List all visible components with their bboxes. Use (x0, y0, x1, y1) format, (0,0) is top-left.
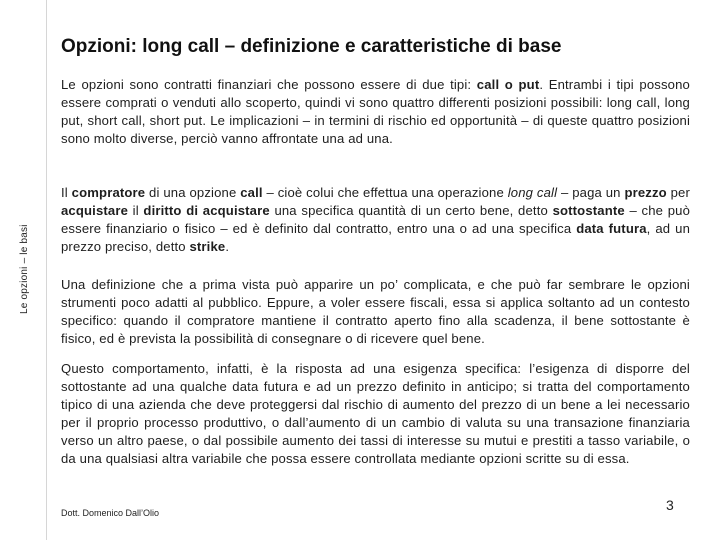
sidebar-divider (46, 0, 47, 540)
bold-run: compratore (71, 185, 146, 200)
bold-run: data futura (576, 221, 647, 237)
text-run: di una opzione (145, 185, 241, 200)
bold-run: prezzo (624, 185, 667, 200)
text-run: – che può essere finanziario o fisico – ed è definito dal contratto, entro una o ad una specifica (61, 203, 691, 237)
bold-run: diritto di acquistare (143, 203, 270, 219)
italic-run: long call (507, 185, 558, 200)
text-run: Il (61, 185, 72, 200)
text-run: il (128, 203, 144, 219)
paragraph-context: Una definizione che a prima vista può apparire un po’ complicata, e che può far sembrare le opzioni strumenti poco adatti al pubblico. Eppure, a voler essere fiscali, essa si applica soltanto ad un contesto specifico: quando il compratore mantiene il contratto aperto fino alla scadenza, il bene sottostante è fisico, ed è prevista la possibilità di consegnare o di ricevere quel bene. (61, 277, 690, 347)
section-side-label: Le opzioni – le basi (19, 224, 30, 314)
page-number: 3 (666, 497, 674, 513)
text-run: una specifica quantità di un certo bene, detto (269, 203, 553, 219)
text-run: . (225, 239, 230, 255)
bold-run: acquistare (61, 203, 129, 219)
bold-run: call (240, 185, 263, 200)
text-run: , ad un prezzo preciso, detto (61, 221, 690, 255)
paragraph-behavior: Questo comportamento, infatti, è la risposta ad una esigenza specifica: l’esigenza di disporre del sottostante ad una qualche data futura e ad un prezzo definito in anticipo; si tratta del comportamento tipico di una azienda che deve proteggersi dal rischio di aumento del prezzo di un bene a lei necessario per il proprio processo produttivo, o dall’aumento di un cambio di valuta su una transazione finanziaria verso un altro paese, o dal possibile aumento dei tassi di interesse su mutui e prestiti a tasso variabile, o da una qualsiasi altra variabile che possa essere controllata mediante opzioni scritte su di essa. (61, 361, 690, 467)
text-run: Le opzioni sono contratti finanziari che possono essere di due tipi: (61, 77, 477, 92)
bold-run: call o put (476, 77, 540, 92)
text-run: – cioè colui che effettua una operazione (262, 185, 508, 200)
text-run: per (666, 185, 691, 200)
slide-title: Opzioni: long call – definizione e caratteristiche di base (61, 36, 562, 57)
bold-run: strike (189, 239, 226, 255)
text-run: . Entrambi i tipi possono essere comprati o venduti allo scoperto, quindi vi sono quattro differenti posizioni possibili: long call, long put, short call, short put. Le implicazioni – in termini di rischio ed opportunità – di queste quattro posizioni sono molto diverse, perciò vanno affrontate una ad una. (61, 77, 690, 147)
text-run: – paga un (557, 185, 625, 200)
paragraph-intro (61, 76, 690, 148)
paragraph-definition (61, 184, 690, 256)
bold-run: sottostante (552, 203, 625, 219)
footer-author: Dott. Domenico Dall’Olio (61, 508, 160, 518)
